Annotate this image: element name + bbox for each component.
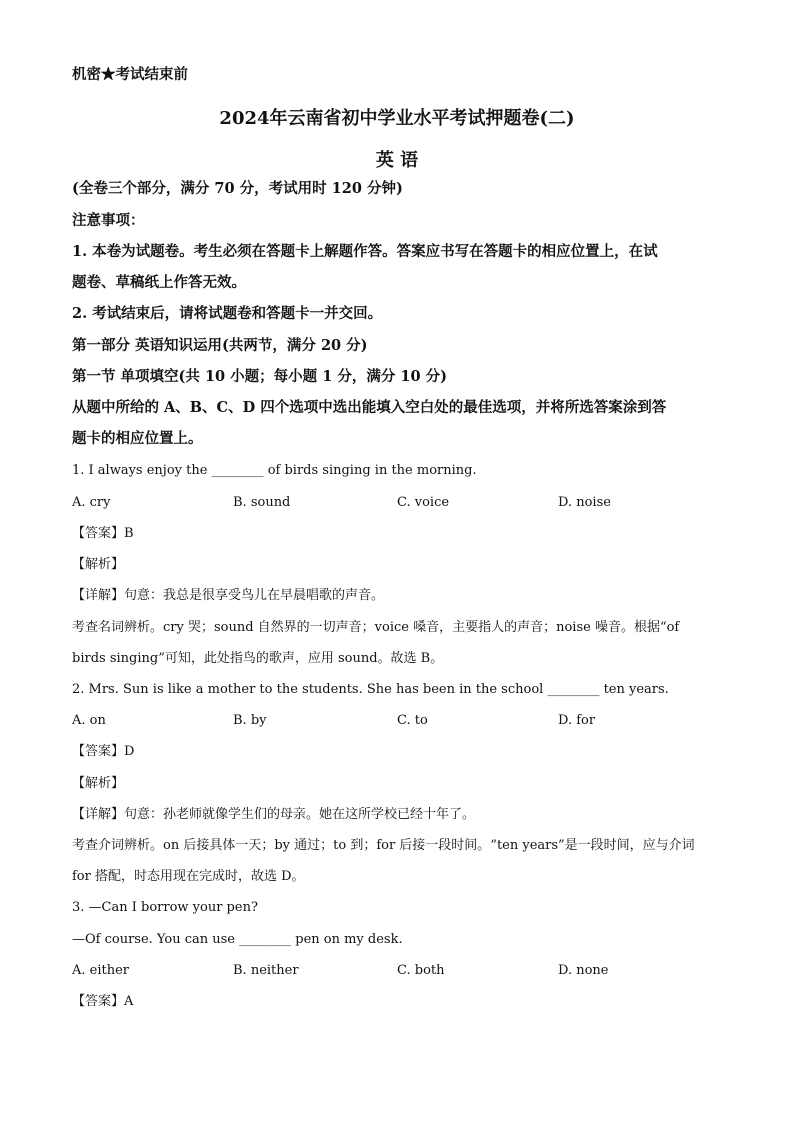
question-3-option-c: C. both — [397, 963, 445, 978]
question-3-stem-line-1: 3. —Can I borrow your pen? — [72, 900, 258, 915]
question-1-stem: 1. I always enjoy the ________ of birds singing in the morning. — [72, 463, 477, 478]
question-3-answer: 【答案】A — [72, 994, 134, 1009]
question-3-option-a: A. either — [72, 963, 130, 978]
note-2: 2. 考试结束后，请将试题卷和答题卡一并交回。 — [72, 305, 383, 322]
question-2-detail-1: 【详解】句意：孙老师就像学生们的母亲。她在这所学校已经十年了。 — [72, 807, 476, 822]
question-2-stem: 2. Mrs. Sun is like a mother to the students. She has been in the school ________ ten years. — [72, 682, 669, 697]
question-3-option-d: D. none — [558, 963, 609, 978]
instruction-line-1: 从题中所给的 A、B、C、D 四个选项中选出能填入空白处的最佳选项，并将所选答案涂到答 — [72, 399, 667, 416]
question-3-stem-line-2: —Of course. You can use ________ pen on my desk. — [72, 932, 403, 947]
question-2-analysis-label: 【解析】 — [72, 776, 125, 791]
question-2-detail-2: 考查介词辨析。on 后接具体一天；by 通过；to 到；for 后接一段时间。“ten years”是一段时间，应与介词 — [72, 838, 695, 853]
question-1-option-b: B. sound — [233, 495, 291, 510]
question-2-option-d: D. for — [558, 713, 596, 728]
question-1-detail-1: 【详解】句意：我总是很享受鸟儿在早晨唱歌的声音。 — [72, 588, 385, 603]
note-1-line-1: 1. 本卷为试题卷。考生必须在答题卡上解题作答。答案应书写在答题卡的相应位置上，在试 — [72, 243, 658, 260]
part-1-heading: 第一部分 英语知识运用(共两节，满分 20 分) — [72, 337, 368, 354]
notes-heading: 注意事项： — [72, 212, 145, 229]
question-2-detail-3: for 搭配，时态用现在完成时，故选 D。 — [72, 869, 305, 884]
subject-title: 英 语 — [375, 150, 419, 171]
question-2-option-b: B. by — [233, 713, 267, 728]
question-1-option-a: A. cry — [72, 495, 111, 510]
exam-scope: (全卷三个部分，满分 70 分，考试用时 120 分钟) — [72, 180, 403, 197]
question-1-option-c: C. voice — [397, 495, 450, 510]
question-1-answer: 【答案】B — [72, 526, 134, 541]
question-1-analysis-label: 【解析】 — [72, 557, 125, 572]
question-1-option-d: D. noise — [558, 495, 611, 510]
section-1-heading: 第一节 单项填空(共 10 小题；每小题 1 分，满分 10 分) — [72, 368, 448, 385]
question-1-detail-2: 考查名词辨析。cry 哭；sound 自然界的一切声音；voice 嗓音，主要指人的声音；noise 噪音。根据“of — [72, 620, 680, 635]
note-1-line-2: 题卷、草稿纸上作答无效。 — [72, 274, 246, 291]
confidential-label: 机密★考试结束前 — [72, 66, 188, 83]
question-2-option-a: A. on — [72, 713, 106, 728]
question-3-option-b: B. neither — [233, 963, 299, 978]
exam-title: 2024年云南省初中学业水平考试押题卷(二) — [219, 108, 575, 129]
question-2-option-c: C. to — [397, 713, 428, 728]
question-2-answer: 【答案】D — [72, 744, 135, 759]
instruction-line-2: 题卡的相应位置上。 — [72, 430, 203, 447]
question-1-detail-3: birds singing”可知，此处指鸟的歌声，应用 sound。故选 B。 — [72, 651, 444, 666]
